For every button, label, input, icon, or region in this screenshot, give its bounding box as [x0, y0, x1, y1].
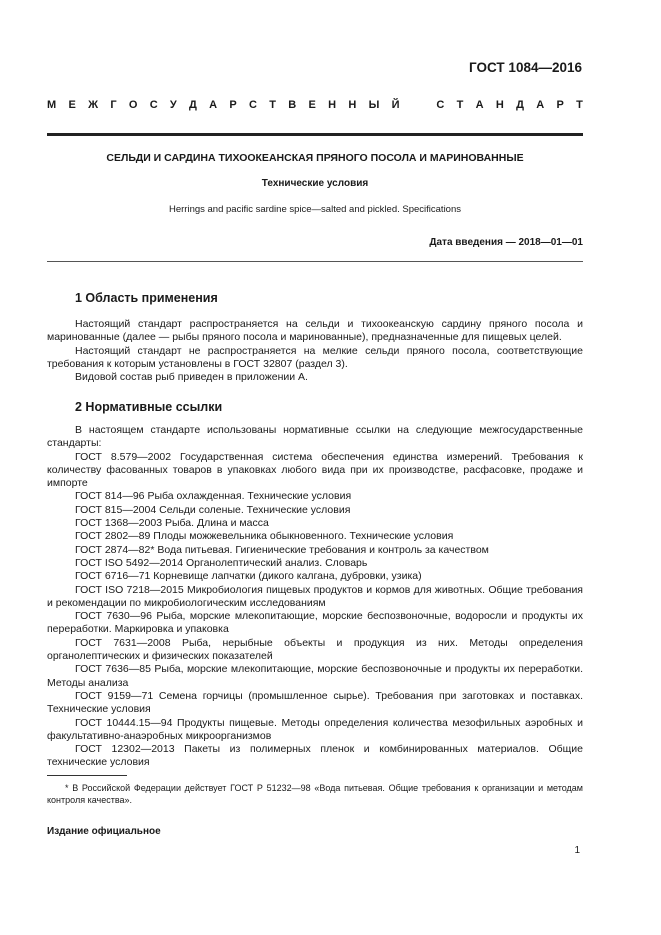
banner-letter: Е	[68, 99, 76, 111]
reference-item: ГОСТ 814—96 Рыба охлажденная. Технические условия	[75, 490, 352, 503]
banner-letter: Е	[308, 99, 316, 111]
section-body-scope	[47, 318, 583, 384]
reference-item: ГОСТ 7630—96 Рыба, морские млекопитающие, морские беспозвоночные, водоросли и продукты их переработки. Маркировка и упаковка	[47, 610, 583, 636]
reference-item: ГОСТ ISO 7218—2015 Микробиология пищевых продуктов и кормов для животных. Общие требования и рекомендации по микробиологическим исследованиям	[47, 583, 583, 609]
banner-letter: В	[288, 99, 297, 111]
banner-letter: С	[249, 99, 257, 111]
footnote	[47, 782, 583, 806]
reference-item: ГОСТ 1368—2003 Рыба. Длина и масса	[75, 517, 269, 530]
paragraph: Видовой состав рыб приведен в приложении А.	[75, 371, 308, 384]
footnote-text: * В Российской Федерации действует ГОСТ Р 51232—98 «Вода питьевая. Общие требования к организации и методам контроля качества».	[47, 783, 583, 805]
reference-item: ГОСТ 2874—82* Вода питьевая. Гигиенические требования и контроль за качеством	[75, 543, 489, 556]
date-rule	[47, 261, 583, 262]
header-rule	[47, 133, 583, 136]
page-number: 1	[574, 845, 580, 856]
banner-letter: Т	[576, 99, 583, 111]
official-edition-label: Издание официальное	[47, 826, 161, 837]
paragraph: Настоящий стандарт не распространяется на мелкие сельди пряного посола, соответствующие требования к которым установлены в ГОСТ 32807 (раздел 3).	[47, 344, 583, 370]
reference-item: ГОСТ 8.579—2002 Государственная система обеспечения единства измерений. Требования к количеству фасованных товаров в упаковках любого вида при их производстве, расфасовке, продаже и импорте	[47, 450, 583, 490]
banner-letter: М	[47, 99, 57, 111]
document-subtitle: Технические условия	[261, 178, 369, 189]
banner-letter: А	[209, 99, 218, 111]
banner-letter: Ж	[88, 99, 99, 111]
banner-letter: Н	[328, 99, 337, 111]
standard-code: ГОСТ 1084—2016	[469, 60, 582, 75]
banner-letter: Н	[495, 99, 504, 111]
banner-letter: Д	[516, 99, 524, 111]
banner-letter: Й	[391, 99, 400, 111]
english-title: Herrings and pacific sardine spice—salted and pickled. Specifications	[168, 204, 461, 215]
banner-letter: Д	[189, 99, 197, 111]
reference-item: ГОСТ ISO 5492—2014 Органолептический анализ. Словарь	[75, 556, 368, 569]
reference-item: ГОСТ 815—2004 Сельди соленые. Технические условия	[75, 503, 351, 516]
banner-letter: С	[149, 99, 158, 111]
section-heading-references: 2 Нормативные ссылки	[75, 400, 223, 414]
reference-item: ГОСТ 7636—85 Рыба, морские млекопитающие, морские беспозвоночные и продукты их переработки. Методы анализа	[47, 663, 583, 689]
reference-item: ГОСТ 7631—2008 Рыба, нерыбные объекты и продукция из них. Методы определения органолептических и физических показателей	[47, 636, 583, 663]
banner-letter: С	[436, 99, 445, 111]
banner-letter: Ы	[368, 99, 380, 111]
banner-letter: Т	[269, 99, 276, 111]
banner-letter: О	[128, 99, 138, 111]
banner-letter: Н	[348, 99, 357, 111]
banner-letter: У	[169, 99, 177, 111]
banner-letter: А	[536, 99, 545, 111]
footnote-separator	[47, 775, 127, 776]
banner-letter: Р	[229, 99, 237, 111]
document-title: СЕЛЬДИ И САРДИНА ТИХООКЕАНСКАЯ ПРЯНОГО ПОСОЛА И МАРИНОВАННЫЕ	[106, 152, 524, 164]
introduction-date: Дата введения — 2018—01—01	[429, 237, 583, 248]
paragraph: Настоящий стандарт распространяется на сельди и тихоокеанскую сардину пряного посола и маринованные (далее — рыбы пряного посола и маринованные), предназначенные для пищевых целей.	[47, 318, 583, 344]
reference-item: ГОСТ 9159—71 Семена горчицы (промышленное сырье). Требования при заготовках и поставках. Технические условия	[47, 689, 583, 716]
interstate-standard-banner	[47, 99, 583, 111]
paragraph: В настоящем стандарте использованы нормативные ссылки на следующие межгосударственные стандарты:	[47, 424, 583, 450]
banner-letter: Г	[110, 99, 117, 111]
reference-item: ГОСТ 12302—2013 Пакеты из полимерных пленок и комбинированных материалов. Общие технические условия	[47, 743, 583, 769]
reference-item: ГОСТ 2802—89 Плоды можжевельника обыкновенного. Технические условия	[75, 530, 454, 543]
banner-letter: Р	[556, 99, 564, 111]
reference-item: ГОСТ 6716—71 Корневище лапчатки (дикого калгана, дубровки, узика)	[75, 570, 422, 583]
banner-letter: А	[475, 99, 484, 111]
banner-letter: Т	[456, 99, 464, 111]
reference-item: ГОСТ 10444.15—94 Продукты пищевые. Методы определения количества мезофильных аэробных и факультативно-анаэробных микроорганизмов	[47, 716, 583, 742]
section-heading-scope: 1 Область применения	[75, 291, 218, 305]
section-body-references	[47, 424, 583, 770]
